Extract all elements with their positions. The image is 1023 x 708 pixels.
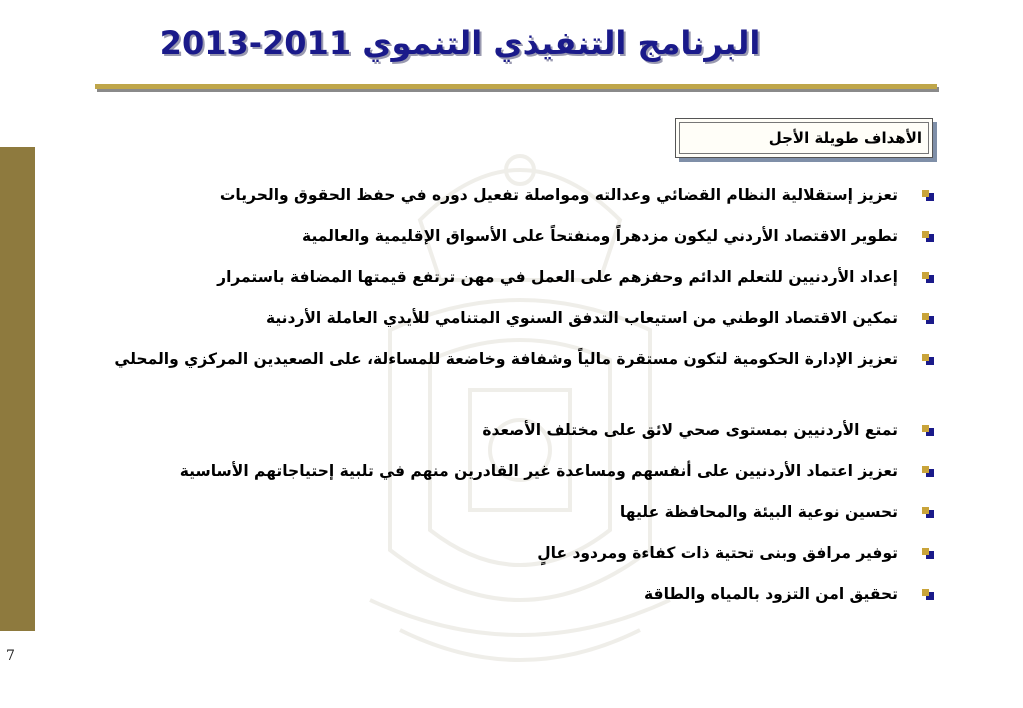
list-item-text: تحقيق امن التزود بالمياه والطاقة	[644, 585, 898, 603]
list-item	[70, 221, 936, 251]
list-item-text: تعزيز اعتماد الأردنيين على أنفسهم ومساعدة غير القادرين منهم في تلبية إحتياجاتهم الأساسية	[179, 462, 898, 480]
list-item	[70, 538, 936, 568]
list-item-text: تحسين نوعية البيئة والمحافظة عليها	[619, 503, 898, 521]
double-square-bullet-icon	[920, 354, 934, 366]
list-item-text: تعزيز إستقلالية النظام القضائي وعدالته ومواصلة تفعيل دوره في حفظ الحقوق والحريات	[219, 186, 898, 204]
double-square-bullet-icon	[920, 231, 934, 243]
section-heading-box	[675, 118, 933, 158]
double-square-bullet-icon	[920, 425, 934, 437]
page-title: البرنامج التنفيذي التنموي 2011-2013	[159, 24, 761, 62]
list-item	[70, 456, 936, 486]
list-item-text: تمتع الأردنيين بمستوى صحي لائق على مختلف الأصعدة	[482, 421, 898, 439]
list-item-text: توفير مرافق وبنى تحتية ذات كفاءة ومردود عالٍ	[537, 544, 898, 562]
double-square-bullet-icon	[920, 190, 934, 202]
list-item-text: تطوير الاقتصاد الأردني ليكون مزدهراً ومنفتحاً على الأسواق الإقليمية والعالمية	[302, 227, 898, 245]
title-underline	[95, 84, 937, 89]
goals-list	[70, 180, 936, 620]
left-accent-bar	[0, 147, 35, 631]
double-square-bullet-icon	[920, 589, 934, 601]
list-item	[70, 579, 936, 609]
double-square-bullet-icon	[920, 507, 934, 519]
list-item	[70, 415, 936, 445]
double-square-bullet-icon	[920, 272, 934, 284]
list-item-text: إعداد الأردنيين للتعلم الدائم وحفزهم على العمل في مهن ترتفع قيمتها المضافة باستمرار	[217, 268, 898, 286]
list-item	[70, 180, 936, 210]
section-heading: الأهداف طويلة الأجل	[679, 122, 929, 154]
list-item-text: تعزيز الإدارة الحكومية لتكون مستقرة مالياً وشفافة وخاضعة للمساءلة، على الصعيدين المركزي والمحلي	[114, 350, 898, 368]
list-item-text: تمكين الاقتصاد الوطني من استيعاب التدفق السنوي المتنامي للأيدي العاملة الأردنية	[265, 309, 898, 327]
list-item	[70, 262, 936, 292]
double-square-bullet-icon	[920, 548, 934, 560]
double-square-bullet-icon	[920, 466, 934, 478]
list-item	[70, 303, 936, 333]
list-item	[70, 497, 936, 527]
page-number: 7	[6, 648, 15, 664]
list-item	[70, 344, 936, 404]
double-square-bullet-icon	[920, 313, 934, 325]
